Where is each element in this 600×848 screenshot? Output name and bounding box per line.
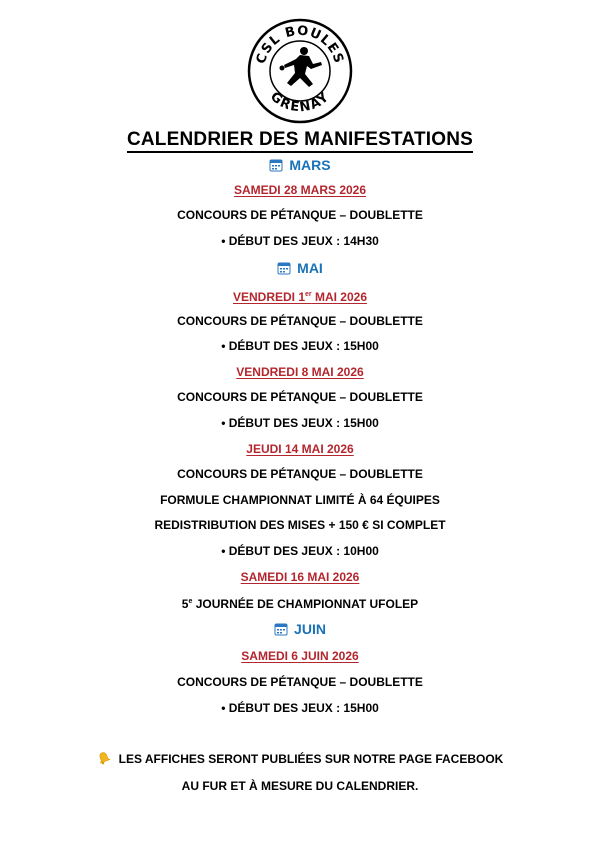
page-title: CALENDRIER DES MANIFESTATIONS bbox=[0, 129, 600, 153]
logo-top-text: CSL BOULES bbox=[253, 23, 347, 66]
event-start-time: • DÉBUT DES JEUX : 15H00 bbox=[221, 701, 379, 715]
calendar-icon bbox=[274, 622, 288, 636]
event-description: CONCOURS DE PÉTANQUE – DOUBLETTE bbox=[177, 208, 423, 222]
event-description: 5e JOURNÉE DE CHAMPIONNAT UFOLEP bbox=[181, 597, 419, 611]
footer-note-line1: LES AFFICHES SERONT PUBLIÉES SUR NOTRE PAGE FACEBOOK bbox=[118, 752, 504, 766]
event-start-time: • DÉBUT DES JEUX : 15H00 bbox=[221, 339, 379, 353]
event-description: CONCOURS DE PÉTANQUE – DOUBLETTE bbox=[177, 467, 423, 481]
event-start-time: • DÉBUT DES JEUX : 10H00 bbox=[221, 544, 379, 558]
club-logo bbox=[247, 18, 353, 124]
event-date: SAMEDI 6 JUIN 2026 bbox=[241, 649, 359, 663]
calendar-icon bbox=[277, 261, 291, 275]
month-heading-mai bbox=[0, 259, 600, 277]
footer-note bbox=[0, 751, 600, 767]
month-label: MARS bbox=[289, 157, 331, 173]
footer-note-line2: AU FUR ET À MESURE DU CALENDRIER. bbox=[181, 779, 419, 793]
event-date: JEUDI 14 MAI 2026 bbox=[246, 442, 354, 456]
calendar-icon bbox=[269, 158, 283, 172]
month-label: JUIN bbox=[294, 621, 326, 637]
event-prize: REDISTRIBUTION DES MISES + 150 € SI COMPLET bbox=[154, 518, 446, 532]
event-description: CONCOURS DE PÉTANQUE – DOUBLETTE bbox=[177, 390, 423, 404]
event-start-time: • DÉBUT DES JEUX : 14H30 bbox=[221, 234, 379, 248]
event-format: FORMULE CHAMPIONNAT LIMITÉ À 64 ÉQUIPES bbox=[160, 493, 440, 507]
event-description: CONCOURS DE PÉTANQUE – DOUBLETTE bbox=[177, 675, 423, 689]
event-date: SAMEDI 16 MAI 2026 bbox=[240, 570, 360, 584]
event-description: CONCOURS DE PÉTANQUE – DOUBLETTE bbox=[177, 314, 423, 328]
event-date: VENDREDI 1er MAI 2026 bbox=[232, 290, 367, 304]
month-heading-juin bbox=[0, 620, 600, 638]
event-date: VENDREDI 8 MAI 2026 bbox=[236, 365, 364, 379]
logo-bottom-text: GRENAY bbox=[267, 89, 333, 116]
bell-icon bbox=[97, 751, 111, 765]
event-date: SAMEDI 28 MARS 2026 bbox=[233, 183, 367, 197]
month-label: MAI bbox=[297, 260, 323, 276]
event-start-time: • DÉBUT DES JEUX : 15H00 bbox=[221, 416, 379, 430]
month-heading-mars bbox=[0, 156, 600, 174]
